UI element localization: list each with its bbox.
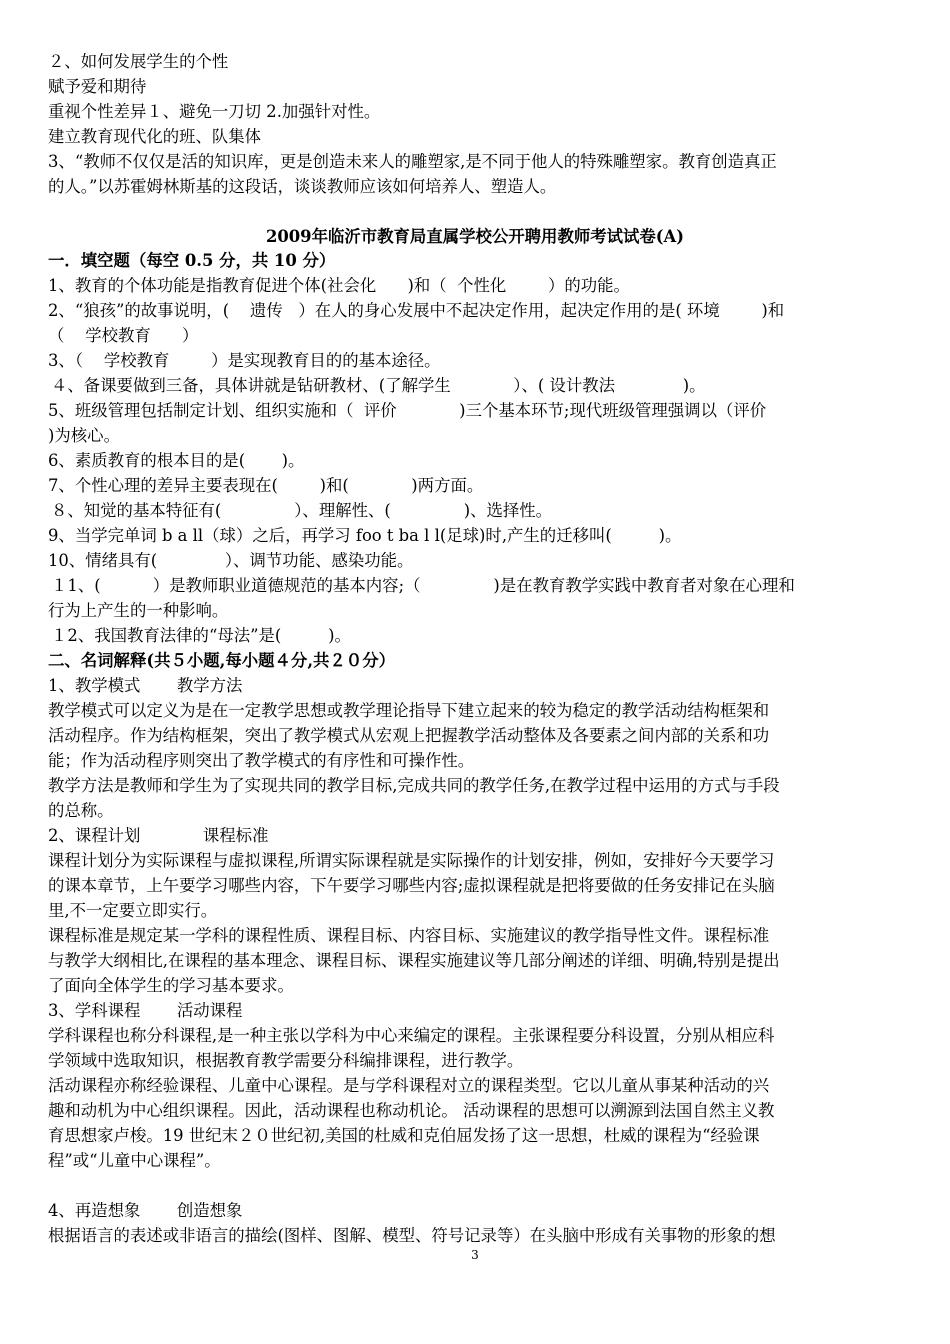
section-heading-definitions: 二、名词解释(共５小题,每小题４分,共２０分） xyxy=(48,651,395,670)
paragraph-line: 教学模式可以定义为是在一定教学思想或教学理论指导下建立起来的较为稳定的教学活动结构框架和 xyxy=(48,701,770,720)
paragraph-line: 活动程序。作为结构框架，突出了教学模式从宏观上把握教学活动整体及各要素之间内部的关系和功 xyxy=(48,726,770,745)
paragraph-line: 课程计划分为实际课程与虚拟课程,所谓实际课程就是实际操作的计划安排，例如，安排好今天要学习 xyxy=(48,851,775,870)
text-line: ２、如何发展学生的个性 xyxy=(48,52,229,71)
paragraph-line: 学领域中选取知识，根据教育教学需要分科编排课程，进行教学。 xyxy=(48,1051,524,1070)
question-line: 7、个性心理的差异主要表现在( )和( )两方面。 xyxy=(48,476,484,495)
term-heading: 4、再造想象 创造想象 xyxy=(48,1201,243,1220)
paragraph-line: 能；作为活动程序则突出了教学模式的有序性和可操作性。 xyxy=(48,751,475,770)
text-line: 建立教育现代化的班、队集体 xyxy=(48,127,262,146)
paragraph-line: 课程标准是规定某一学科的课程性质、课程目标、内容目标、实施建议的教学指导性文件。课程标准 xyxy=(48,926,770,945)
paragraph-line: 与教学大纲相比,在课程的基本理念、课程目标、课程实施建议等几部分阐述的详细、明确,特别是提出 xyxy=(48,951,780,970)
text-line: 的人。”以苏霍姆林斯基的这段话，谈谈教师应该如何培养人、塑造人。 xyxy=(48,177,557,196)
text-line: 赋予爱和期待 xyxy=(48,77,147,96)
paragraph-line: 学科课程也称分科课程,是一种主张以学科为中心来编定的课程。主张课程要分科设置，分别从相应科 xyxy=(48,1026,775,1045)
question-line: 行为上产生的一种影响。 xyxy=(48,601,229,620)
text-line: 3、“教师不仅仅是活的知识库，更是创造未来人的雕塑家,是不同于他人的特殊雕塑家。教育创造真正 xyxy=(48,152,777,171)
term-heading: 2、课程计划 课程标准 xyxy=(48,826,269,845)
paragraph-line: 活动课程亦称经验课程、儿童中心课程。是与学科课程对立的课程类型。它以儿童从事某种活动的兴 xyxy=(48,1076,770,1095)
paragraph-line: 趣和动机为中心组织课程。因此，活动课程也称动机论。 活动课程的思想可以溯源到法国自然主义教 xyxy=(48,1101,775,1120)
question-line: （ 学校教育 ） xyxy=(48,326,199,345)
paragraph-line: 了面向全体学生的学习基本要求。 xyxy=(48,976,294,995)
paragraph-line: 的课本章节，上午要学习哪些内容，下午要学习哪些内容;虚拟课程就是把将要做的任务安排记在头脑 xyxy=(48,876,775,895)
question-line: )为核心。 xyxy=(48,426,120,445)
exam-title: 2009年临沂市教育局直属学校公开聘用教师考试试卷(A) xyxy=(265,227,685,246)
question-line: １1、( ）是教师职业道德规范的基本内容;（ )是在教育教学实践中教育者对象在心理和 xyxy=(51,576,795,595)
paragraph-line: 教学方法是教师和学生为了实现共同的教学目标,完成共同的教学任务,在教学过程中运用的方式与手段 xyxy=(48,776,780,795)
question-line: ４、备课要做到三备，具体讲就是钻研教材、(了解学生 ）、( 设计教法 )。 xyxy=(51,376,706,395)
question-line: 1、教育的个体功能是指教育促进个体(社会化 )和（ 个性化 ）的功能。 xyxy=(48,276,630,295)
paragraph-line: 根据语言的表述或非语言的描绘(图样、图解、模型、符号记录等）在头脑中形成有关事物的形象的想 xyxy=(48,1226,776,1245)
paragraph-line: 程”或“儿童中心课程”。 xyxy=(48,1151,221,1170)
question-line: 5、班级管理包括制定计划、组织实施和（ 评价 )三个基本环节;现代班级管理强调以（评价 xyxy=(48,401,767,420)
question-line: 10、情绪具有( ）、调节功能、感染功能。 xyxy=(48,551,414,570)
text-line: 重视个性差异１、避免一刀切 2.加强针对性。 xyxy=(48,102,381,121)
paragraph-line: 育思想家卢梭。19 世纪末２０世纪初,美国的杜威和克伯屈发扬了这一思想，杜威的课程为“经验课 xyxy=(48,1126,760,1145)
section-heading-fill-blank: 一．填空题（每空 0.5 分，共 10 分） xyxy=(48,251,336,270)
question-line: 2、“狼孩”的故事说明，( 遗传 ）在人的身心发展中不起决定作用，起决定作用的是( 环境 )和 xyxy=(48,301,785,320)
question-line: 3、（ 学校教育 ）是实现教育目的的基本途径。 xyxy=(48,351,441,370)
question-line: ８、知觉的基本特征有( ）、理解性、( )、选择性。 xyxy=(51,501,553,520)
term-heading: 3、学科课程 活动课程 xyxy=(48,1001,243,1020)
page-number: 3 xyxy=(471,1248,479,1262)
question-line: 6、素质教育的根本目的是( )。 xyxy=(48,451,305,470)
paragraph-line: 里,不一定要立即实行。 xyxy=(48,901,218,920)
question-line: １2、我国教育法律的“母法”是( )。 xyxy=(51,626,351,645)
question-line: 9、当学完单词 b a ll（球）之后，再学习 foo t ba l l(足球)时,产生的迁移叫( )。 xyxy=(48,526,682,545)
term-heading: 1、教学模式 教学方法 xyxy=(48,676,243,695)
paragraph-line: 的总称。 xyxy=(48,801,114,820)
